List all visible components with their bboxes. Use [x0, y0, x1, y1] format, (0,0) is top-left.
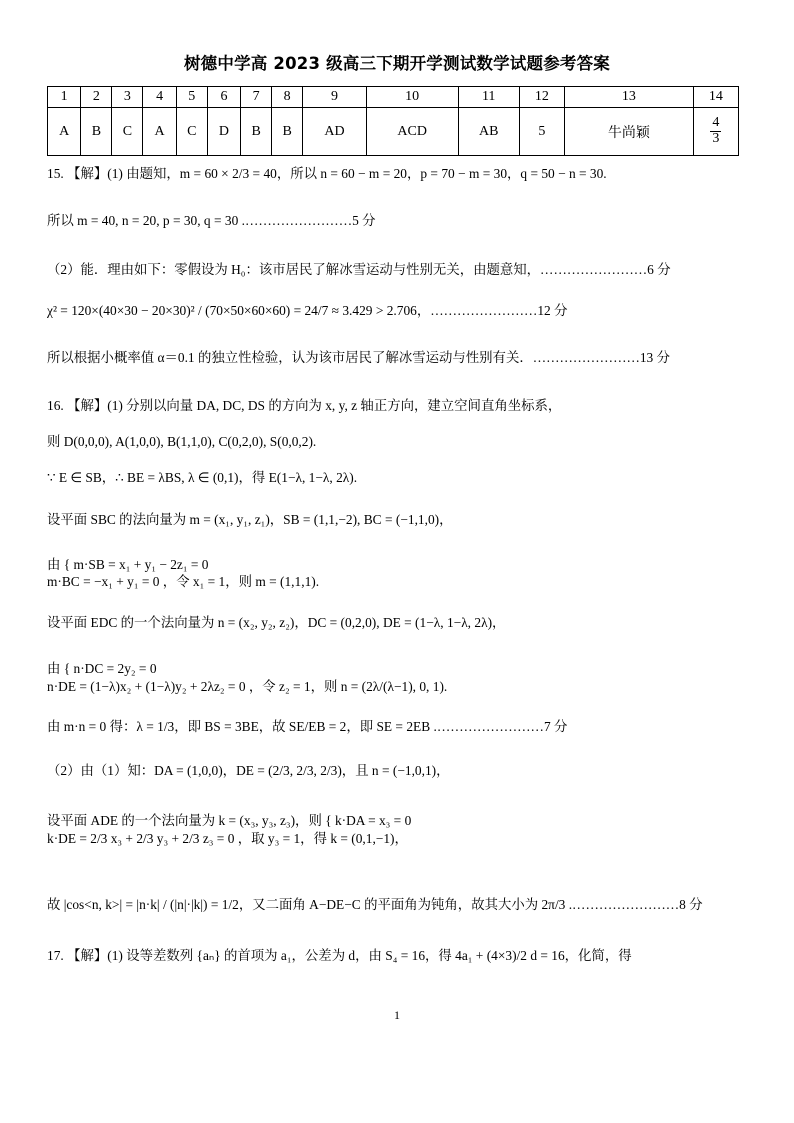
- answer-cell: B: [81, 108, 112, 156]
- solution-line: 17. 【解】(1) 设等差数列 {aₙ} 的首项为 a₁，公差为 d，由 S₄ = 16，得 4a₁ + (4×3)/2 d = 16，化简，得: [47, 948, 632, 963]
- solution-line: ∵ E ∈ SB，∴ BE = λBS, λ ∈ (0,1)，得 E(1−λ, 1−λ, 2λ).: [47, 470, 358, 485]
- solution-line: χ² = 120×(40×30 − 20×30)² / (70×50×60×60) = 24/7 ≈ 3.429 > 2.706，……………………12 分: [47, 303, 568, 318]
- answer-cell: D: [207, 108, 240, 156]
- question-number: 1: [48, 87, 81, 108]
- solution-line: （2）能．理由如下：零假设为 H₀：该市居民了解冰雪运动与性别无关，由题意知，……………………6 分: [47, 262, 671, 277]
- answer-cell: AD: [303, 108, 367, 156]
- question-number: 4: [143, 87, 176, 108]
- question-number: 8: [272, 87, 303, 108]
- solution-line: 则 D(0,0,0), A(1,0,0), B(1,1,0), C(0,2,0), S(0,0,2).: [47, 434, 317, 449]
- solution-line: 15. 【解】(1) 由题知，m = 60 × 2/3 = 40，所以 n = 60 − m = 20，p = 70 − m = 30，q = 50 − n = 30.: [47, 166, 607, 181]
- solution-line: 设平面 ADE 的一个法向量为 k = (x₃, y₃, z₃)，则 { k·DA = x₃ = 0: [47, 813, 412, 828]
- answer-cell: B: [241, 108, 272, 156]
- solution-line: 16. 【解】(1) 分别以向量 DA, DC, DS 的方向为 x, y, z 轴正方向，建立空间直角坐标系，: [47, 398, 562, 413]
- answer-table: [47, 86, 739, 156]
- answer-cell: 5: [519, 108, 564, 156]
- solution-line: （2）由（1）知：DA = (1,0,0)，DE = (2/3, 2/3, 2/3)，且 n = (−1,0,1)，: [47, 763, 450, 778]
- question-number: 12: [519, 87, 564, 108]
- solution-line: 故 |cos<n, k>| = |n·k| / (|n|·|k|) = 1/2，又二面角 A−DE−C 的平面角为钝角，故其大小为 2π/3 .……………………8 分: [47, 897, 703, 912]
- fraction-numerator: 4: [712, 115, 720, 131]
- question-number: 10: [366, 87, 458, 108]
- solution-line: 所以 m = 40, n = 20, p = 30, q = 30 .……………………5 分: [47, 213, 376, 228]
- solution-line: 设平面 SBC 的法向量为 m = (x₁, y₁, z₁)，SB = (1,1,−2), BC = (−1,1,0)，: [47, 512, 453, 527]
- question-number: 7: [241, 87, 272, 108]
- question-number: 6: [207, 87, 240, 108]
- question-number: 5: [176, 87, 207, 108]
- page-number: 1: [394, 1008, 400, 1022]
- question-number: 14: [693, 87, 738, 108]
- question-number: 2: [81, 87, 112, 108]
- solution-line: 由 m·n = 0 得：λ = 1/3，即 BS = 3BE，故 SE/EB = 2，即 SE = 2EB .……………………7 分: [47, 719, 568, 734]
- answer-cell: B: [272, 108, 303, 156]
- answer-cell: 牛尚颖: [564, 108, 693, 156]
- question-number: 3: [112, 87, 143, 108]
- question-number: 11: [458, 87, 519, 108]
- fraction: [710, 116, 721, 146]
- solution-line: 由 { m·SB = x₁ + y₁ − 2z₁ = 0: [47, 557, 209, 572]
- answer-cell: ACD: [366, 108, 458, 156]
- answer-cell: A: [48, 108, 81, 156]
- answer-cell: AB: [458, 108, 519, 156]
- solution-line: n·DE = (1−λ)x₂ + (1−λ)y₂ + 2λz₂ = 0 ，令 z₂ = 1，则 n = (2λ/(λ−1), 0, 1).: [47, 679, 448, 694]
- answer-cell: C: [112, 108, 143, 156]
- question-number-row: [48, 87, 739, 108]
- question-number: 13: [564, 87, 693, 108]
- fraction-denominator: 3: [712, 131, 720, 146]
- answer-cell-fraction: [693, 108, 738, 156]
- question-number: 9: [303, 87, 367, 108]
- answer-cell: A: [143, 108, 176, 156]
- solution-line: 所以根据小概率值 α＝0.1 的独立性检验，认为该市居民了解冰雪运动与性别有关．……………………13 分: [47, 350, 670, 365]
- solution-line: k·DE = 2/3 x₃ + 2/3 y₃ + 2/3 z₃ = 0 ，取 y₃ = 1，得 k = (0,1,−1)，: [47, 831, 408, 846]
- solution-line: 设平面 EDC 的一个法向量为 n = (x₂, y₂, z₂)，DC = (0,2,0), DE = (1−λ, 1−λ, 2λ)，: [47, 615, 506, 630]
- solution-line: m·BC = −x₁ + y₁ = 0 ，令 x₁ = 1，则 m = (1,1,1).: [47, 574, 320, 589]
- answer-row: [48, 108, 739, 156]
- page-title: 树德中学高 2023 级高三下期开学测试数学试题参考答案: [183, 54, 610, 73]
- solution-line: 由 { n·DC = 2y₂ = 0: [47, 661, 157, 676]
- answer-cell: C: [176, 108, 207, 156]
